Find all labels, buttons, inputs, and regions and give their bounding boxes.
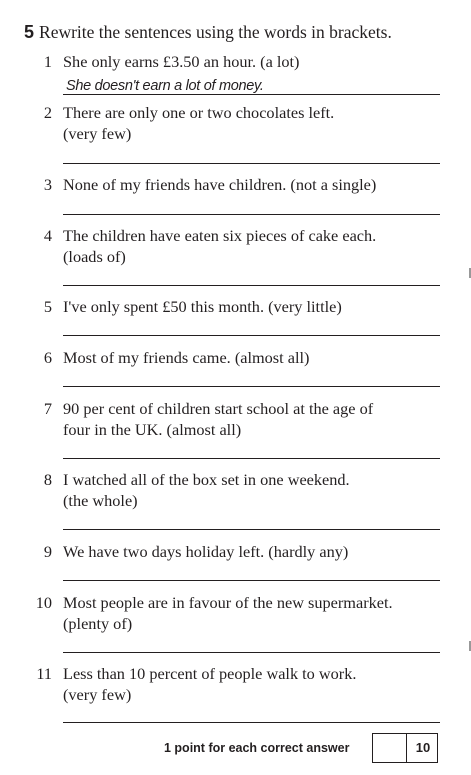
question-number: 8 <box>43 470 52 489</box>
answer-line[interactable] <box>63 214 440 215</box>
question-line: The children have eaten six pieces of cake each. <box>63 226 377 245</box>
question-text <box>63 51 443 72</box>
answer-line[interactable] <box>63 163 440 164</box>
question-text <box>63 541 443 562</box>
question-line: (plenty of) <box>63 614 133 633</box>
question-line: She only earns £3.50 an hour. (a lot) <box>63 52 300 71</box>
exercise-number: 5 <box>24 22 35 42</box>
question-line: (very few) <box>63 124 132 143</box>
scoring-label: 1 point for each correct answer <box>164 741 350 755</box>
answer-line[interactable] <box>63 529 440 530</box>
answer-line[interactable] <box>63 335 440 336</box>
question-text <box>63 469 443 511</box>
example-answer: She doesn't earn a lot of money. <box>66 78 264 94</box>
question-text <box>63 225 443 267</box>
question-line: (loads of) <box>63 247 126 266</box>
question-line: Most of my friends came. (almost all) <box>63 348 310 367</box>
question-line: Most people are in favour of the new supermarket. <box>63 593 393 612</box>
question-number: 10 <box>35 593 52 612</box>
exercise-instruction: Rewrite the sentences using the words in brackets. <box>39 22 392 42</box>
question-text <box>63 347 443 368</box>
question-number: 3 <box>43 175 52 194</box>
question-text <box>63 398 443 440</box>
answer-line[interactable] <box>63 285 440 286</box>
question-number: 7 <box>43 399 52 418</box>
question-line: I watched all of the box set in one weekend. <box>63 470 350 489</box>
question-line: four in the UK. (almost all) <box>63 420 242 439</box>
question-number: 2 <box>43 103 52 122</box>
answer-line[interactable] <box>63 94 440 95</box>
answer-line[interactable] <box>63 580 440 581</box>
question-number: 6 <box>43 348 52 367</box>
answer-line[interactable] <box>63 458 440 459</box>
answer-line[interactable] <box>63 652 440 653</box>
question-text <box>63 296 443 317</box>
question-text <box>63 592 443 634</box>
question-line: 90 per cent of children start school at the age of <box>63 399 374 418</box>
question-line: We have two days holiday left. (hardly any) <box>63 542 349 561</box>
question-number: 1 <box>43 52 52 71</box>
question-line: (the whole) <box>63 491 138 510</box>
question-number: 4 <box>43 226 52 245</box>
question-line: Less than 10 percent of people walk to work. <box>63 664 357 683</box>
exercise-heading <box>24 21 392 43</box>
question-line: None of my friends have children. (not a single) <box>63 175 377 194</box>
question-text <box>63 663 443 705</box>
question-number: 5 <box>43 297 52 316</box>
answer-line[interactable] <box>63 722 440 723</box>
question-line: There are only one or two chocolates left. <box>63 103 335 122</box>
question-text <box>63 174 443 195</box>
question-number: 9 <box>43 542 52 561</box>
question-number: 11 <box>36 664 52 683</box>
score-box <box>372 733 438 763</box>
score-total: 10 <box>415 740 431 755</box>
question-line: I've only spent £50 this month. (very little) <box>63 297 342 316</box>
question-line: (very few) <box>63 685 132 704</box>
answer-line[interactable] <box>63 386 440 387</box>
question-text <box>63 102 443 144</box>
